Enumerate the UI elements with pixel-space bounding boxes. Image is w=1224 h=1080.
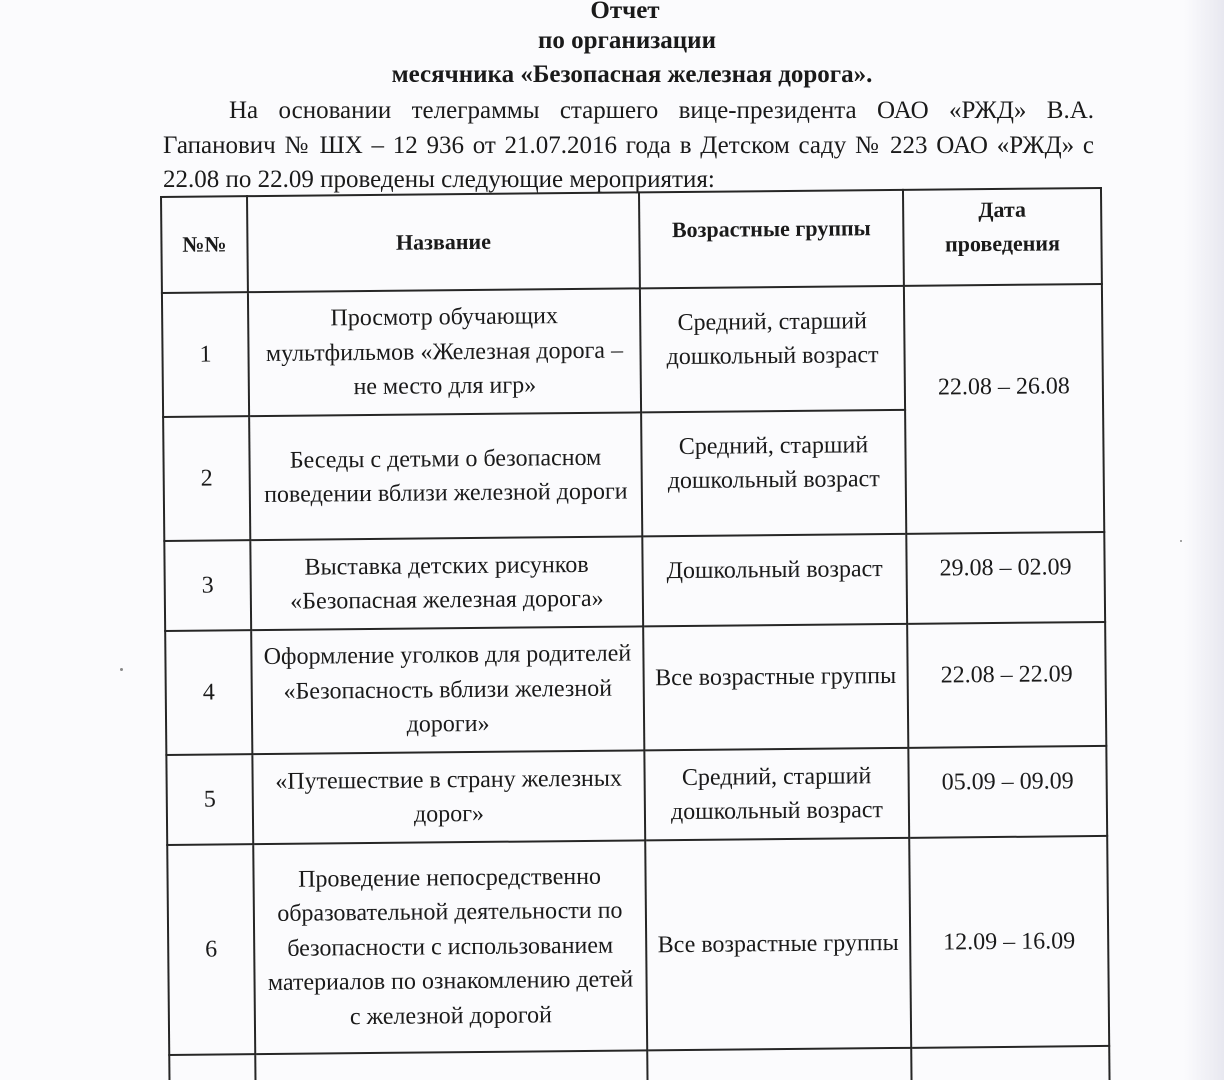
row-name: Проведение непосредственно образовательной деятельности по безопасности с использованием материалов по ознакомлению детей с железной дорогой — [253, 840, 647, 1054]
header-date-label: Дата проведения — [944, 196, 1061, 257]
row-number: 3 — [164, 540, 251, 631]
row-number: 1 — [162, 292, 249, 417]
row-date-text: 22.08 – 26.08 — [937, 373, 1070, 401]
events-table — [160, 187, 1111, 1080]
row-number: 6 — [167, 844, 255, 1055]
row-date — [907, 622, 1106, 748]
row-age-groups: Средний, старший дошкольный возраст — [644, 748, 909, 841]
scan-speck — [1180, 540, 1182, 542]
report-event-name: месячника «Безопасная железная дорога». — [391, 61, 873, 88]
row-age-groups-text: Средний, старший дошкольный возраст — [667, 431, 880, 495]
table-row — [167, 836, 1109, 1055]
report-subtitle: по организации — [538, 27, 716, 54]
row-number: 2 — [163, 416, 250, 541]
row-name: Просмотр обучающих мультфильмов «Железная дорога – не место для игр» — [248, 288, 641, 416]
header-number: №№ — [161, 196, 248, 293]
row-date — [911, 1046, 1110, 1080]
row-name: «Путешествие в страну железных дорог» — [252, 750, 645, 844]
row-date — [908, 746, 1107, 838]
scan-edge-shadow — [1184, 0, 1224, 1080]
row-age-groups — [640, 286, 905, 413]
row-date-text: 05.09 – 09.09 — [941, 768, 1074, 796]
scan-speck — [120, 668, 123, 671]
row-number: 4 — [165, 630, 252, 755]
row-number: 5 — [166, 754, 253, 845]
row-name: Оформление уголков для родителей «Безопасность вблизи железной дороги» — [251, 626, 644, 754]
header-date — [903, 188, 1102, 286]
row-age-groups — [643, 624, 908, 751]
row-number — [169, 1054, 256, 1080]
table-row — [164, 532, 1105, 631]
events-table-wrapper — [160, 187, 1109, 1080]
row-date-merged — [904, 284, 1104, 534]
row-age-groups — [642, 534, 907, 627]
row-age-groups — [647, 1048, 912, 1080]
header-name: Название — [247, 192, 640, 292]
intro-paragraph: На основании телеграммы старшего вице-президента ОАО «РЖД» В.А. Гапанович № ШХ – 12 936 от 21.07.2016 года в Детском саду № 223 ОАО «РЖД» с 22.08 по 22.09 проведены следующие мероприятия: — [163, 97, 1094, 193]
table-header-row — [161, 188, 1102, 293]
table-row — [166, 746, 1107, 845]
table-row — [162, 284, 1103, 417]
header-age-groups — [639, 190, 904, 289]
row-age-groups-text: Средний, старший дошкольный возраст — [666, 307, 879, 371]
row-date: 12.09 – 16.09 — [909, 836, 1109, 1048]
header-age-groups-label: Возрастные группы — [671, 214, 871, 242]
row-date-text: 29.08 – 02.09 — [939, 554, 1072, 582]
row-name: Беседы с детьми о безопасном поведении вблизи железной дороги — [249, 412, 642, 540]
row-age-groups-text: Все возрастные группы — [655, 662, 897, 692]
row-age-groups: Все возрастные группы — [645, 838, 911, 1051]
row-name — [255, 1050, 648, 1080]
row-name: Выставка детских рисунков «Безопасная железная дорога» — [250, 536, 643, 630]
report-title: Отчет — [590, 0, 660, 24]
row-age-groups-text: Дошкольный возраст — [666, 555, 883, 584]
row-date — [906, 532, 1105, 624]
row-date-text: 22.08 – 22.09 — [940, 661, 1073, 689]
table-row — [165, 622, 1106, 755]
row-age-groups — [641, 410, 906, 537]
